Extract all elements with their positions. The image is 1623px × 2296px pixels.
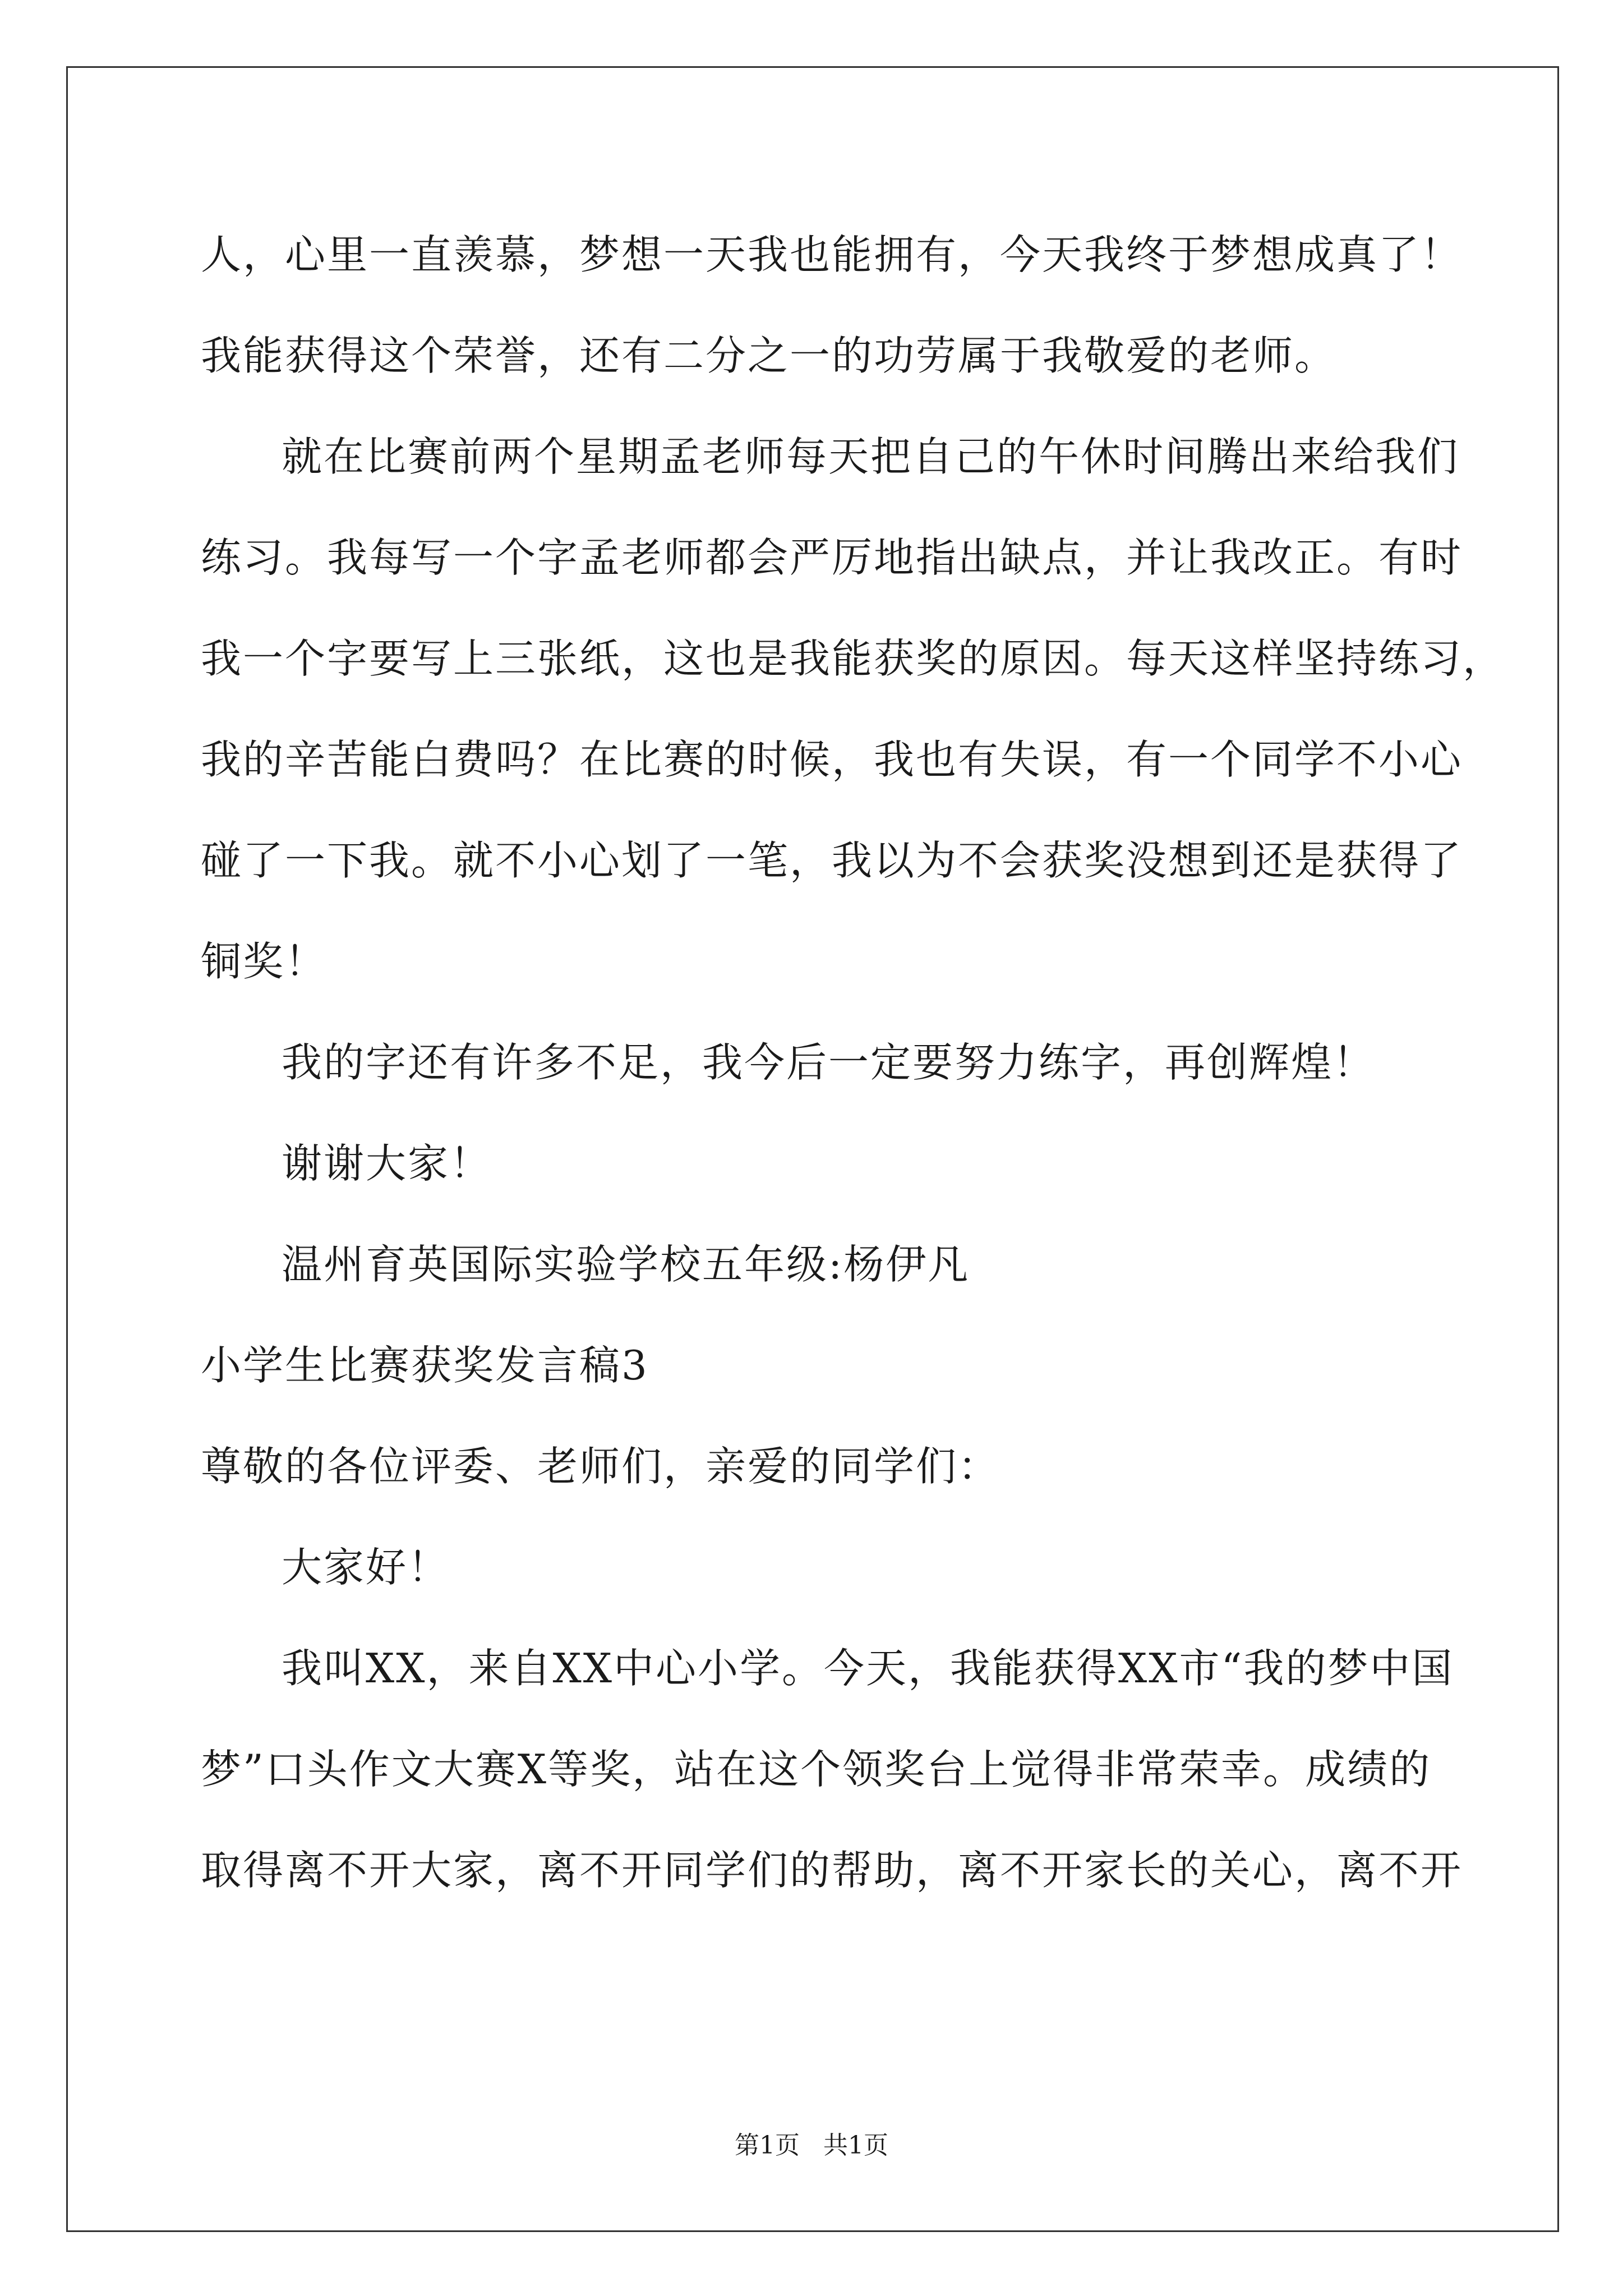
salutation-line: 尊敬的各位评委、老师们，亲爱的同学们： bbox=[201, 1443, 1000, 1490]
text-line: 我叫XX，来自XX中心小学。今天，我能获得XX市“我的梦中国 bbox=[282, 1645, 1454, 1692]
text-line: 碰了一下我。就不小心划了一笔，我以为不会获奖没想到还是获得了 bbox=[201, 837, 1463, 884]
text-line: 我一个字要写上三张纸，这也是我能获奖的原因。每天这样坚持练习， bbox=[201, 635, 1505, 682]
section-heading: 小学生比赛获奖发言稿3 bbox=[201, 1342, 649, 1389]
document-body bbox=[201, 219, 1505, 1935]
text-line: 我的辛苦能白费吗？在比赛的时候，我也有失误，有一个同学不小心 bbox=[201, 736, 1463, 783]
page-number-footer: 第1页 共1页 bbox=[735, 2131, 888, 2160]
text-line: 人，心里一直羡慕，梦想一天我也能拥有，今天我终于梦想成真了！ bbox=[201, 231, 1463, 278]
greeting-line: 大家好！ bbox=[282, 1544, 450, 1591]
text-line: 练习。我每写一个字孟老师都会严厉地指出缺点，并让我改正。有时 bbox=[201, 534, 1463, 581]
text-line: 就在比赛前两个星期孟老师每天把自己的午休时间腾出来给我们 bbox=[282, 433, 1460, 480]
signature-line: 温州育英国际实验学校五年级:杨伊凡 bbox=[282, 1241, 970, 1288]
text-line: 取得离不开大家，离不开同学们的帮助，离不开家长的关心，离不开 bbox=[201, 1847, 1463, 1894]
text-line: 铜奖！ bbox=[201, 938, 328, 985]
text-line: 我能获得这个荣誉，还有二分之一的功劳属于我敬爱的老师。 bbox=[201, 332, 1337, 379]
text-line: 谢谢大家！ bbox=[282, 1140, 492, 1187]
text-line: 我的字还有许多不足，我今后一定要努力练字，再创辉煌！ bbox=[282, 1039, 1376, 1086]
text-line: 梦”口头作文大赛X等奖，站在这个领奖台上觉得非常荣幸。成绩的 bbox=[201, 1746, 1432, 1793]
